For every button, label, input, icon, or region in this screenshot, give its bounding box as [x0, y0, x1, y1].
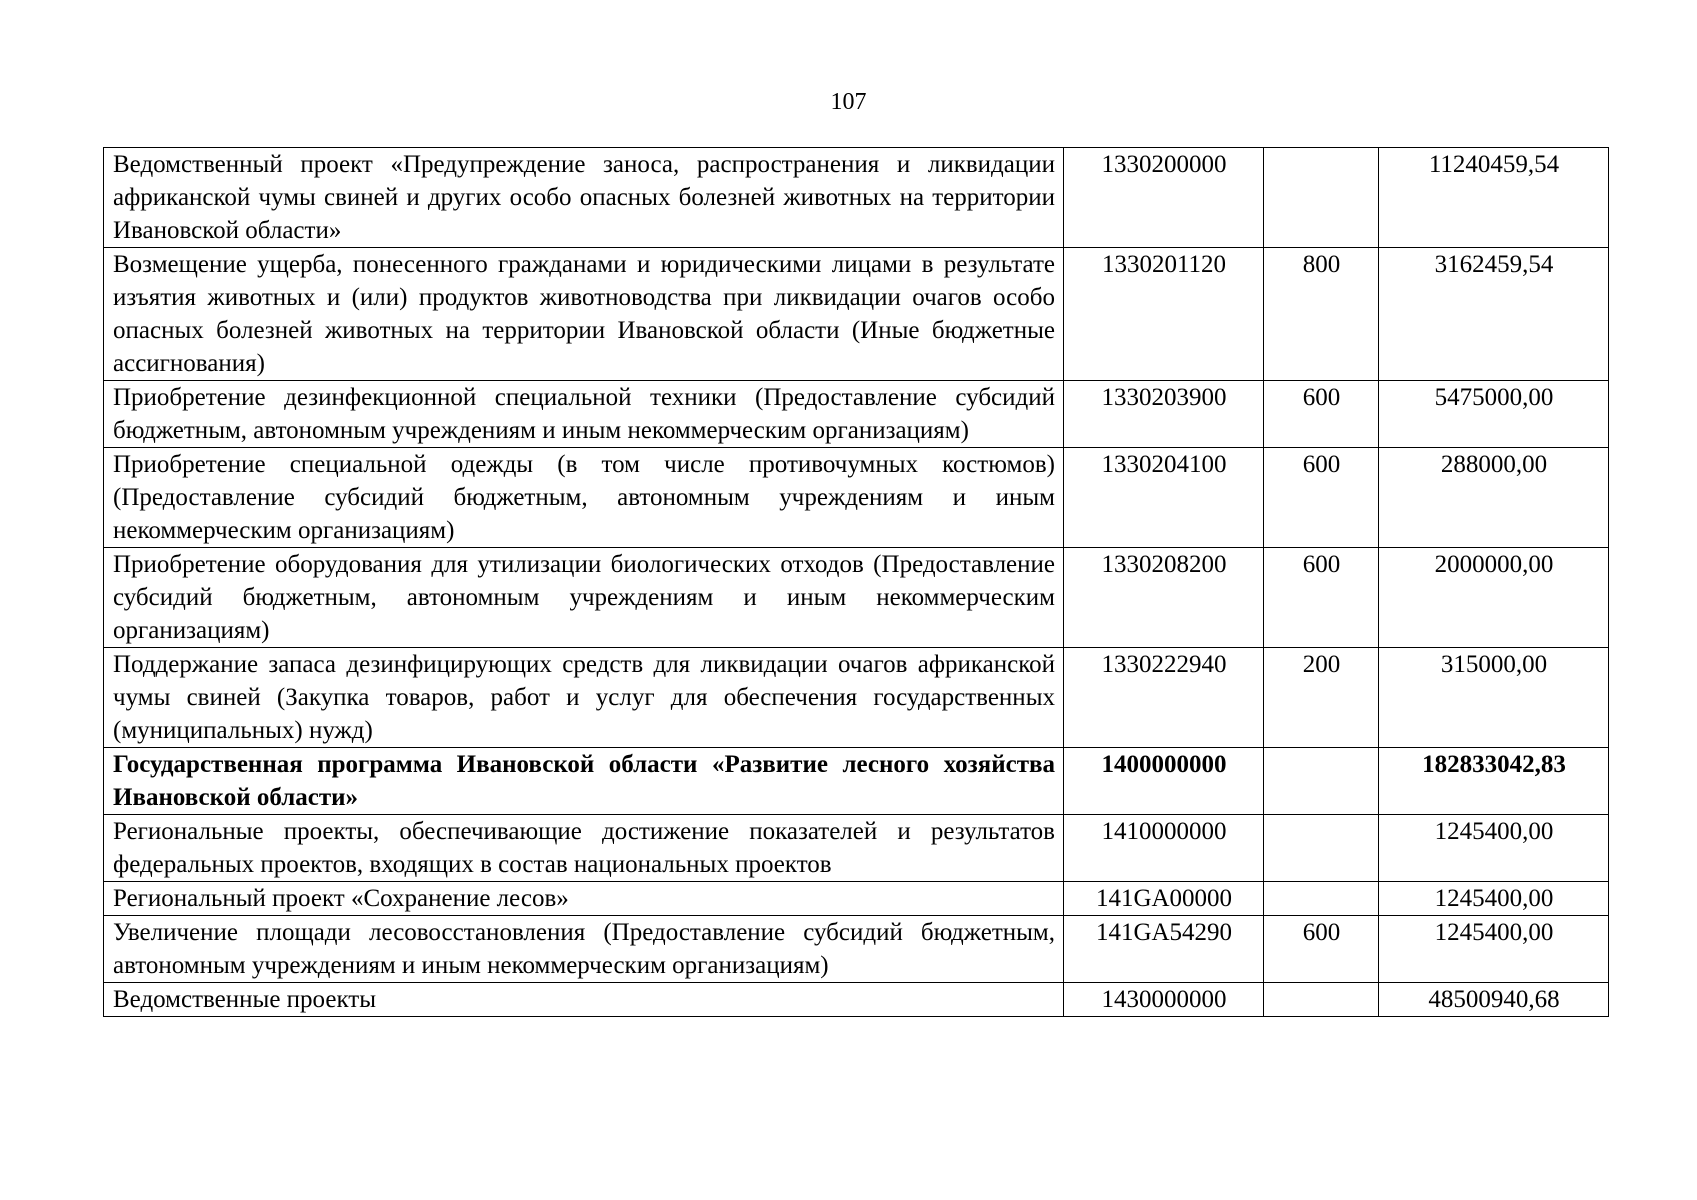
table-row — [104, 248, 1609, 381]
row-expense-type: 600 — [1264, 916, 1379, 983]
row-amount: 288000,00 — [1379, 448, 1609, 548]
row-name: Приобретение дезинфекционной специальной техники (Предоставление субсидий бюджетным, автономным учреждениям и иным некоммерческим организациям) — [104, 381, 1064, 448]
row-name: Ведомственные проекты — [104, 983, 1064, 1017]
row-expense-type: 600 — [1264, 448, 1379, 548]
row-amount: 48500940,68 — [1379, 983, 1609, 1017]
row-code: 141GA54290 — [1064, 916, 1264, 983]
row-code: 1330200000 — [1064, 148, 1264, 248]
row-expense-type: 600 — [1264, 548, 1379, 648]
row-expense-type — [1264, 148, 1379, 248]
row-expense-type — [1264, 815, 1379, 882]
table-row — [104, 882, 1609, 916]
row-amount: 1245400,00 — [1379, 815, 1609, 882]
row-amount: 315000,00 — [1379, 648, 1609, 748]
row-expense-type — [1264, 983, 1379, 1017]
row-name: Региональные проекты, обеспечивающие достижение показателей и результатов федеральных проектов, входящих в состав национальных проектов — [104, 815, 1064, 882]
page-number: 107 — [830, 89, 867, 115]
table-row — [104, 381, 1609, 448]
row-code: 1330201120 — [1064, 248, 1264, 381]
row-code: 141GA00000 — [1064, 882, 1264, 916]
table-row — [104, 916, 1609, 983]
row-name: Государственная программа Ивановской области «Развитие лесного хозяйства Ивановской области» — [104, 748, 1064, 815]
row-code: 1330208200 — [1064, 548, 1264, 648]
row-name: Поддержание запаса дезинфицирующих средств для ликвидации очагов африканской чумы свиней (Закупка товаров, работ и услуг для обеспечения государственных (муниципальных) нужд) — [104, 648, 1064, 748]
row-code: 1430000000 — [1064, 983, 1264, 1017]
table-row — [104, 748, 1609, 815]
row-amount: 1245400,00 — [1379, 916, 1609, 983]
row-code: 1330204100 — [1064, 448, 1264, 548]
row-name: Возмещение ущерба, понесенного гражданами и юридическими лицами в результате изъятия животных и (или) продуктов животноводства при ликвидации очагов особо опасных болезней животных на территории Ивановской области (Иные бюджетные ассигнования) — [104, 248, 1064, 381]
row-code: 1410000000 — [1064, 815, 1264, 882]
row-name: Увеличение площади лесовосстановления (Предоставление субсидий бюджетным, автономным учреждениям и иным некоммерческим организациям) — [104, 916, 1064, 983]
row-amount: 2000000,00 — [1379, 548, 1609, 648]
row-amount: 5475000,00 — [1379, 381, 1609, 448]
row-expense-type: 200 — [1264, 648, 1379, 748]
row-expense-type: 600 — [1264, 381, 1379, 448]
budget-table — [103, 147, 1609, 1017]
budget-table-body — [104, 148, 1609, 1017]
row-amount: 1245400,00 — [1379, 882, 1609, 916]
row-name: Приобретение оборудования для утилизации биологических отходов (Предоставление субсидий бюджетным, автономным учреждениям и иным некоммерческим организациям) — [104, 548, 1064, 648]
table-row — [104, 648, 1609, 748]
row-name: Ведомственный проект «Предупреждение заноса, распространения и ликвидации африканской чумы свиней и других особо опасных болезней животных на территории Ивановской области» — [104, 148, 1064, 248]
row-name: Приобретение специальной одежды (в том числе противочумных костюмов) (Предоставление субсидий бюджетным, автономным учреждениям и иным некоммерческим организациям) — [104, 448, 1064, 548]
row-expense-type — [1264, 882, 1379, 916]
row-code: 1330222940 — [1064, 648, 1264, 748]
row-code: 1330203900 — [1064, 381, 1264, 448]
table-row — [104, 148, 1609, 248]
table-row — [104, 983, 1609, 1017]
row-amount: 11240459,54 — [1379, 148, 1609, 248]
row-name: Региональный проект «Сохранение лесов» — [104, 882, 1064, 916]
row-expense-type: 800 — [1264, 248, 1379, 381]
row-code: 1400000000 — [1064, 748, 1264, 815]
table-row — [104, 448, 1609, 548]
table-row — [104, 815, 1609, 882]
row-expense-type — [1264, 748, 1379, 815]
table-row — [104, 548, 1609, 648]
row-amount: 182833042,83 — [1379, 748, 1609, 815]
row-amount: 3162459,54 — [1379, 248, 1609, 381]
